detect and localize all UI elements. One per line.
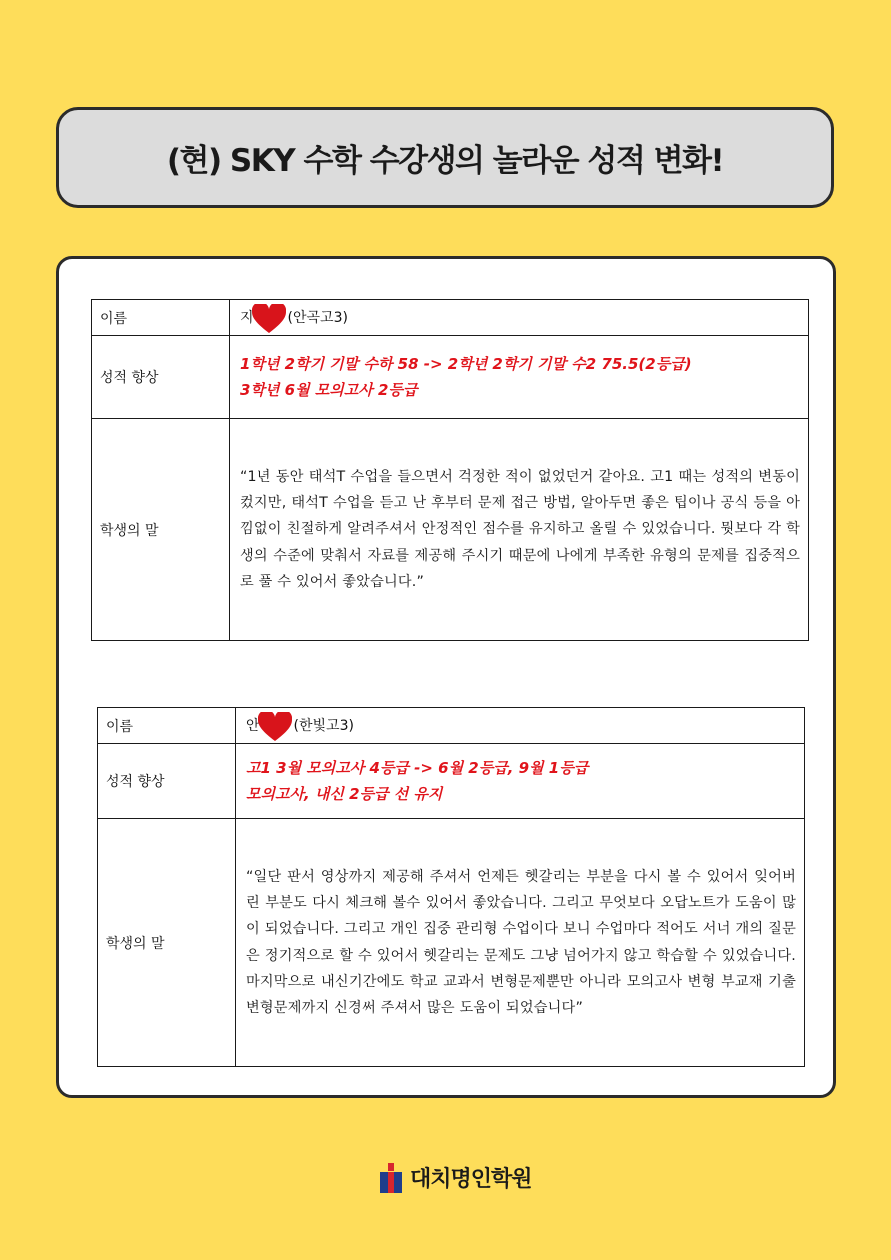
review-table-2 xyxy=(97,707,805,1067)
improvement-label: 성적 향상 xyxy=(92,336,230,419)
name-label: 이름 xyxy=(92,300,230,336)
review-image-1 xyxy=(73,285,817,651)
improvement-line-1: 1학년 2학기 기말 수하 58 -> 2학년 2학기 기말 수2 75.5(2등급) xyxy=(240,355,692,373)
student-name xyxy=(230,300,809,336)
school-name: (한빛고3) xyxy=(293,717,354,734)
improvement-label: 성적 향상 xyxy=(98,744,236,819)
improvement-line-2: 모의고사, 내신 2등급 선 유지 xyxy=(246,785,443,803)
brand-logo-icon xyxy=(380,1163,402,1193)
school-name: (안곡고3) xyxy=(287,309,348,326)
reviews-card xyxy=(56,256,836,1098)
page-title: (현) SKY 수학 수강생의 놀라운 성적 변화! xyxy=(166,143,724,179)
comment-label: 학생의 말 xyxy=(98,819,236,1067)
name-prefix: 지 xyxy=(240,309,254,326)
heart-icon xyxy=(252,304,286,334)
improvement-line-1: 고1 3월 모의고사 4등급 -> 6월 2등급, 9월 1등급 xyxy=(246,759,589,777)
name-prefix: 안 xyxy=(246,717,260,734)
improvement-line-2: 3학년 6월 모의고사 2등급 xyxy=(240,381,418,399)
brand-logo xyxy=(380,1162,532,1193)
review-table-1 xyxy=(91,299,809,641)
score-improvement xyxy=(236,744,805,819)
brand-name: 대치명인학원 xyxy=(410,1167,532,1192)
student-comment: “일단 판서 영상까지 제공해 주셔서 언제든 헷갈리는 부분을 다시 볼 수 있어서 잊어버린 부분도 다시 체크해 볼수 있어서 좋았습니다. 그리고 무엇보다 오답노트가 도움이 많이 되었습니다. 그리고 개인 집중 관리형 수업이다 보니 수업마다 적어도 서너 개의 질문은 정기적으로 할 수 있어서 헷갈리는 문제도 그냥 넘어가지 않고 학습할 수 있었습니다. 마지막으로 내신기간에도 학교 교과서 변형문제뿐만 아니라 모의고사 변형 부교재 기출 변형문제까지 신경써 주셔서 많은 도움이 되었습니다” xyxy=(236,819,805,1067)
comment-label: 학생의 말 xyxy=(92,419,230,641)
student-name xyxy=(236,708,805,744)
student-comment: “1년 동안 태석T 수업을 들으면서 걱정한 적이 없었던거 같아요. 고1 때는 성적의 변동이 컸지만, 태석T 수업을 듣고 난 후부터 문제 접근 방법, 알아두면 좋은 팁이나 공식 등을 아낌없이 친절하게 알려주셔서 안정적인 점수를 유지하고 올릴 수 있었습니다. 뭣보다 각 학생의 수준에 맞춰서 자료를 제공해 주시기 때문에 나에게 부족한 유형의 문제를 집중적으로 풀 수 있어서 좋았습니다.” xyxy=(230,419,809,641)
review-image-2 xyxy=(87,703,809,1073)
title-banner xyxy=(56,107,834,208)
name-label: 이름 xyxy=(98,708,236,744)
score-improvement xyxy=(230,336,809,419)
heart-icon xyxy=(258,712,292,742)
